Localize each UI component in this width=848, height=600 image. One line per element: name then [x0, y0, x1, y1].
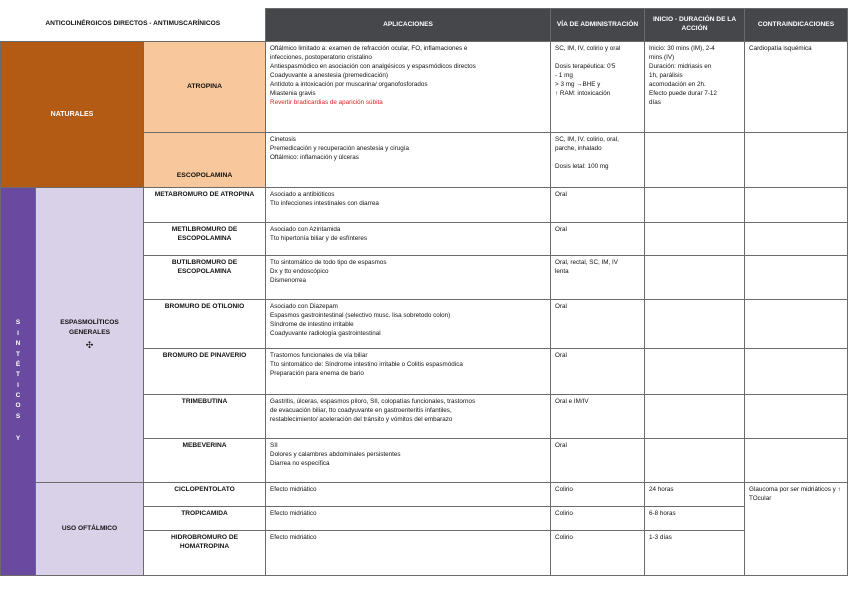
group-uso-oftalmico: USO OFTÁLMICO: [36, 483, 144, 576]
app-line: Tto sintomático de todo tipo de espasmos: [270, 259, 387, 266]
drug-apps: [266, 256, 551, 300]
sint-letter: T: [16, 350, 20, 358]
header-row: [1, 9, 848, 42]
group-espasmoliticos: [36, 188, 144, 483]
drug-name: CICLOPENTOLATO: [144, 483, 266, 507]
drug-inicio: 1-3 días: [645, 531, 745, 576]
drug-apps: [266, 223, 551, 256]
drug-apps: Efecto midriático: [266, 483, 551, 507]
app-line: Asociado a antibióticos: [270, 191, 335, 198]
drug-via: Oral: [551, 349, 645, 395]
app-line: Espasmos gastrointestinal (selectivo musc. lisa sobretodo colon): [270, 311, 451, 319]
drug-name: HIDROBROMURO DE HOMATROPINA: [144, 531, 266, 576]
via-line: Dosis letal: 100 mg: [555, 162, 609, 170]
via-atropina: [551, 42, 645, 133]
drug-apps: [266, 188, 551, 223]
table-title: ANTICOLINÉRGICOS DIRECTOS - ANTIMUSCARÍNICOS: [1, 9, 266, 42]
app-line: Oftálmico: inflamación y úlceras: [270, 153, 359, 161]
drug-via: Oral: [551, 300, 645, 349]
row-atropina: [1, 42, 848, 133]
app-line: Miastenia gravis: [270, 89, 316, 97]
via-line: lenta: [555, 267, 569, 275]
drug-via: Oral: [551, 223, 645, 256]
header-contraindicaciones: CONTRAINDICACIONES: [745, 9, 848, 42]
sint-letter: O: [15, 402, 21, 410]
app-line: restablecimiento/ aceleración del tránsito y vómitos del embarazo: [270, 415, 453, 423]
drug-name: TRIMEBUTINA: [144, 395, 266, 439]
inicio-line: Inicio: 30 mins (IM), 2-4: [649, 45, 715, 52]
app-line: Diarrea no específica: [270, 459, 330, 467]
header-inicio: INICIO - DURACIÓN DE LA ACCIÓN: [645, 9, 745, 42]
inicio-line: Efecto puede durar 7-12: [649, 89, 717, 97]
app-line: Antídoto a intoxicación por muscarina/ organofosforados: [270, 80, 428, 88]
drug-via: Colirio: [551, 507, 645, 531]
apps-atropina: [266, 42, 551, 133]
app-line: Asociado con Diazepam: [270, 303, 338, 310]
anticholinergic-table: [0, 8, 848, 576]
via-line: - 1 mg: [555, 71, 573, 79]
via-escopolamina: [551, 133, 645, 188]
inicio-line: días: [649, 98, 661, 106]
via-line: Dosis terapéutica: 0'5: [555, 62, 616, 70]
app-line: Premedicación y recuperación anestesia y cirugía: [270, 144, 409, 152]
drug-via: Colirio: [551, 531, 645, 576]
sint-letter: N: [15, 340, 21, 348]
drug-name: BROMURO DE PINAVERIO: [144, 349, 266, 395]
drug-apps: Efecto midriático: [266, 531, 551, 576]
cross-icon: ✣: [85, 339, 94, 350]
drug-escopolamina: ESCOPOLAMINA: [144, 133, 266, 188]
app-line: Síndrome de intestino irritable: [270, 320, 354, 328]
inicio-line: Duración: midriasis en: [649, 62, 712, 70]
drug-apps: [266, 439, 551, 483]
via-line: > 3 mg →BHE y: [555, 80, 601, 88]
group-sinteticos: [1, 188, 36, 576]
via-line: ↑ RAM: intoxicación: [555, 89, 611, 97]
drug-via: Oral: [551, 439, 645, 483]
header-aplicaciones: APLICACIONES: [266, 9, 551, 42]
sint-letter: S: [15, 319, 21, 327]
drug-name: METABROMURO DE ATROPINA: [144, 188, 266, 223]
drug-name: BROMURO DE OTILONIO: [144, 300, 266, 349]
app-line: Tto hipertonía biliar y de esfínteres: [270, 234, 367, 242]
app-line: Dx y tto endoscópico: [270, 267, 329, 275]
sint-letter: Y: [15, 435, 21, 443]
inicio-escopolamina: [645, 133, 745, 188]
drug-apps: [266, 395, 551, 439]
app-line: Gastritis, úlceras, espasmos píloro, SII, colopatías funcionales, trastornos: [270, 398, 476, 405]
app-line: Coadyuvante a anestesia (premedicación): [270, 71, 388, 79]
inicio-line: acomodación en 2h.: [649, 80, 706, 88]
app-line: Coadyuvante radiología gastrointestinal: [270, 329, 381, 337]
drug-atropina: ATROPINA: [144, 42, 266, 133]
drug-via: Colirio: [551, 483, 645, 507]
contra-atropina: Cardiopatía isquémica: [745, 42, 848, 133]
sint-letter: I: [17, 381, 19, 389]
drug-name: TROPICAMIDA: [144, 507, 266, 531]
group-naturales: NATURALES: [1, 42, 144, 188]
drug-via: [551, 256, 645, 300]
inicio-line: mins (IV): [649, 53, 675, 61]
inicio-atropina: [645, 42, 745, 133]
drug-apps: Efecto midriático: [266, 507, 551, 531]
app-line-highlight: Revertir bradicardias de aparición súbita: [270, 98, 383, 106]
header-via: VÍA DE ADMINISTRACIÓN: [551, 9, 645, 42]
sint-letter: T: [16, 371, 20, 379]
contra-oftalmico: Glaucoma por ser midriáticos y ↑ TOcular: [745, 483, 848, 576]
drug-name: METILBROMURO DE ESCOPOLAMINA: [144, 223, 266, 256]
drug-apps: [266, 300, 551, 349]
inicio-line: 1h, parálisis: [649, 71, 683, 79]
via-line: SC, IM, IV, colirio, oral,: [555, 136, 619, 143]
app-line: Asociado con Azintamida: [270, 226, 341, 233]
via-line: SC, IM, IV, colirio y oral: [555, 45, 621, 52]
app-line: Oftálmico limitado a: examen de refracción ocular, FO, inflamaciones e: [270, 45, 468, 52]
row-ciclopentolato: [1, 483, 848, 507]
sint-letter: C: [15, 392, 21, 400]
sint-letter: I: [17, 329, 19, 337]
app-line: Dismenorrea: [270, 276, 307, 284]
app-line: SII: [270, 442, 278, 449]
via-line: parche, inhalado: [555, 144, 602, 152]
apps-escopolamina: [266, 133, 551, 188]
row-metabromuro: [1, 188, 848, 223]
drug-inicio: 24 horas: [645, 483, 745, 507]
contra-escopolamina: [745, 133, 848, 188]
app-line: Antiespasmódico en asociación con analgésicos y espasmódicos directos: [270, 62, 476, 70]
drug-via: Oral e IM/IV: [551, 395, 645, 439]
app-line: infecciones, postoperatorio cristalino: [270, 53, 372, 61]
sint-letter: É: [15, 360, 21, 368]
app-line: Dolores y calambres abdominales persistentes: [270, 450, 401, 458]
via-line: Oral, rectal, SC, IM, IV: [555, 259, 618, 266]
sint-letter: S: [15, 412, 21, 420]
app-line: Preparación para enema de bario: [270, 369, 364, 377]
drug-inicio: 6-8 horas: [645, 507, 745, 531]
espasmoliticos-label: ESPASMOLÍTICOS GENERALES: [60, 319, 119, 336]
drug-via: Oral: [551, 188, 645, 223]
app-line: Trastornos funcionales de vía biliar: [270, 352, 368, 359]
drug-name: MEBEVERINA: [144, 439, 266, 483]
app-line: Tto sintomático de: Síndrome intestino irritable o Colitis espasmódica: [270, 360, 463, 368]
drug-name: BUTILBROMURO DE ESCOPOLAMINA: [144, 256, 266, 300]
app-line: Tto infecciones intestinales con diarrea: [270, 199, 379, 207]
drug-apps: [266, 349, 551, 395]
app-line: de evacuación biliar, tto coadyuvante en gastroenteritis infantiles,: [270, 406, 452, 414]
app-line: Cinetosis: [270, 136, 296, 143]
